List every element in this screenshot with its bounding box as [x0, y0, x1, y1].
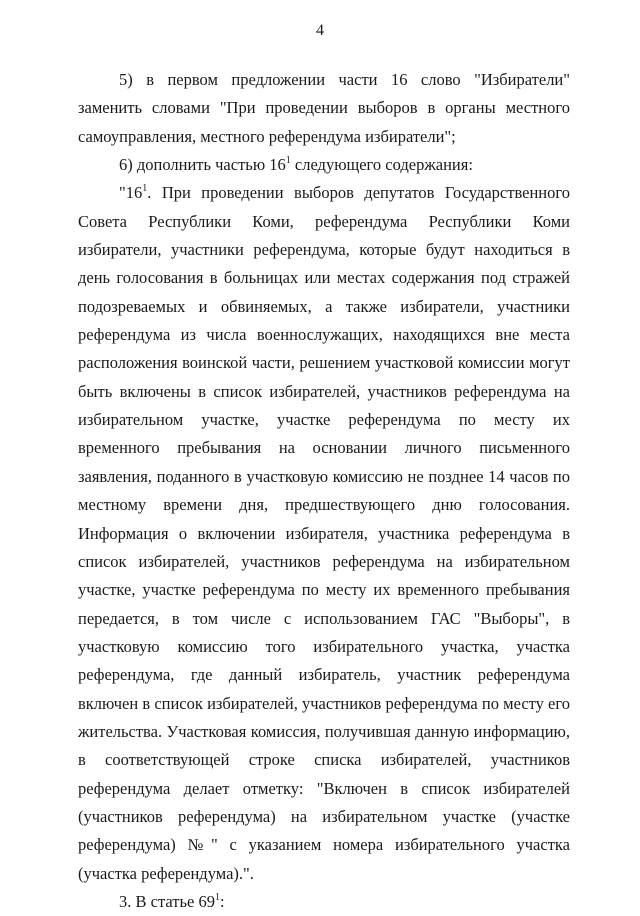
- paragraph-item-3: [78, 888, 570, 916]
- paragraph-item-6: [78, 151, 570, 179]
- item-3-prefix: 3. В статье 69: [119, 891, 215, 911]
- item-5-text: 5) в первом предложении части 16 слово "Избиратели" заменить словами "При проведении выборов в органы местного самоуправления, местного референдума избиратели";: [78, 70, 570, 146]
- item-6-suffix: следующего содержания:: [290, 155, 473, 175]
- item-3-suffix: :: [219, 891, 225, 911]
- page-number: 4: [316, 22, 324, 39]
- item-6-superscript: 1: [285, 155, 291, 167]
- paragraph-item-5: [78, 66, 570, 151]
- paragraph-quote-16-1: [78, 179, 570, 888]
- document-body: [78, 66, 570, 916]
- quote-superscript: 1: [142, 183, 148, 195]
- quote-text: . При проведении выборов депутатов Государственного Совета Республики Коми, референдума Республики Коми избиратели, участники референдума, которые будут находиться в день голосования в больницах или местах содержания под стражей подозреваемых и обвиняемых, а также избиратели, участники референдума из числа военнослужащих, находящихся вне места расположения воинской части, решением участковой комиссии могут быть включены в список избирателей, участников референдума на избирательном участке, участке референдума по месту их временного пребывания на основании личного письменного заявления, поданного в участковую комиссию не позднее 14 часов по местному времени дня, предшествующего дню голосования. Информация о включении избирателя, участника референдума в список избирателей, участников референдума на избирательном участке, участке референдума по месту их временного пребывания передается, в том числе с использованием ГАС "Выборы", в участковую комиссию того избирательного участка, участка референдума, где данный избиратель, участник референдума включен в список избирателей, участников референдума по месту его жительства. Участковая комиссия, получившая данную информацию, в соответствующей строке списка избирателей, участников референдума делает отметку: "Включен в список избирателей (участников референдума) на избирательном участке (участке референдума) №" с указанием номера избирательного участка (участка референдума).".: [78, 183, 570, 883]
- item-6-prefix: 6) дополнить частью 16: [119, 155, 286, 175]
- item-3-superscript: 1: [214, 891, 220, 903]
- quote-prefix: "16: [119, 183, 143, 203]
